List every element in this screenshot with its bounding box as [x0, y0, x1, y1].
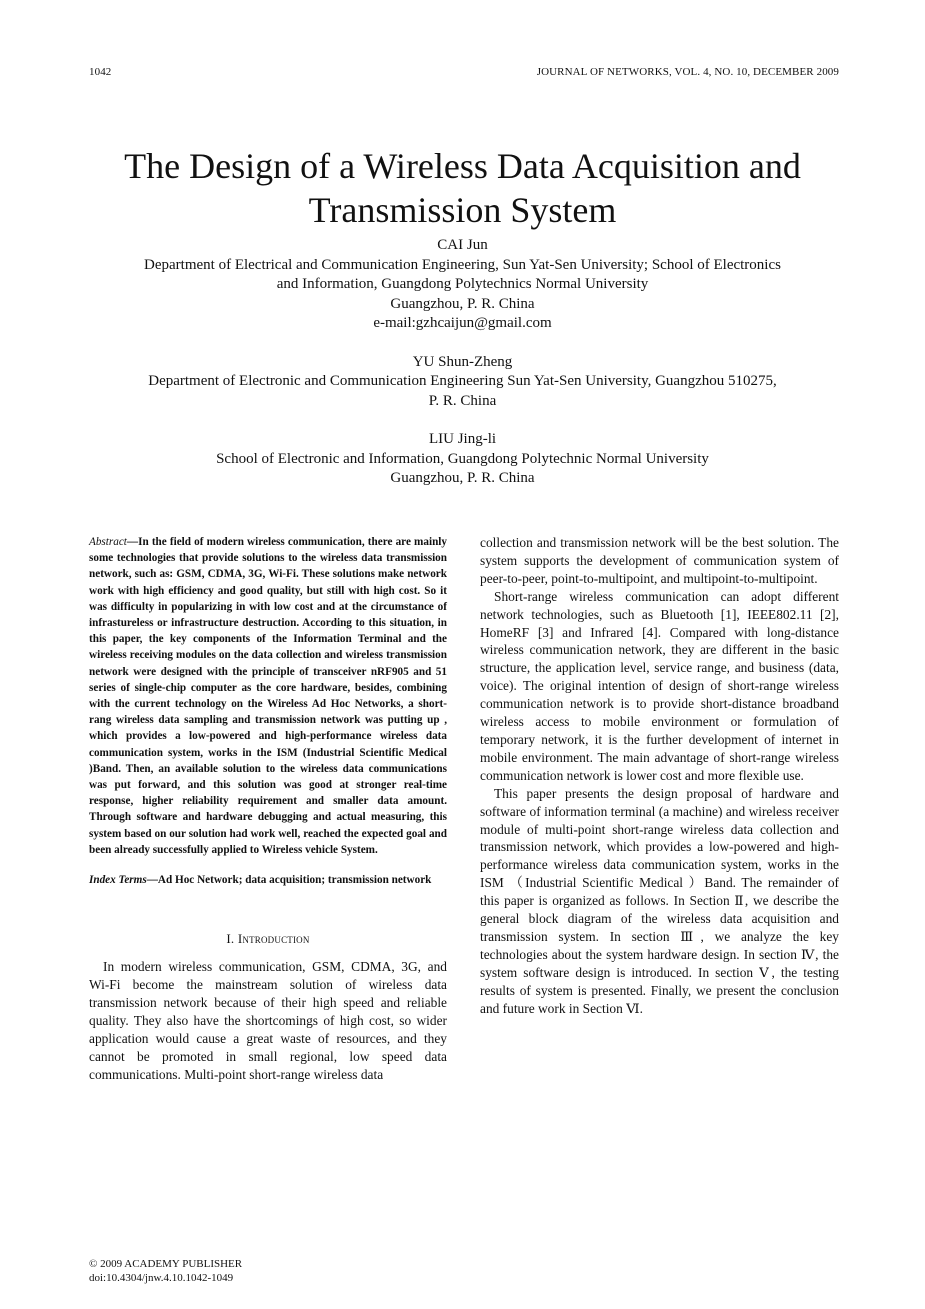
paper-title	[40, 144, 885, 232]
author-affiliation: and Information, Guangdong Polytechnics Normal University	[276, 276, 649, 292]
section-name: Introduction	[237, 931, 310, 947]
body-paragraph: In modern wireless communication, GSM, CDMA, 3G, and Wi-Fi become the mainstream solution of wireless data transmission network because of their high speed and reliable quality. They also have the shortcomings of high cost, so wider application would cause a great waste of resources, and they cannot be promoted in small regional, low speed data communications. Multi-point short-range wireless data	[89, 959, 447, 1082]
title-line-1: The Design of a Wireless Data Acquisition and	[124, 146, 801, 186]
body-paragraph: This paper presents the design proposal of hardware and software of information terminal (a machine) and wireless receiver module of multi-point short-range wireless data collection and transmission network, which provides a low-powered and high-performance wireless data communication system, works in the ISM （Industrial Scientific Medical ）Band. The remainder of this paper is organized as follows. In Section Ⅱ, we describe the general block diagram of the wireless data acquisition and transmission system. In section Ⅲ, we analyze the key technologies about the system hardware design. In section Ⅳ, the system software design is introduced. In section Ⅴ, the testing results of system is presented. Finally, we present the conclusion and future work in Section Ⅵ.	[480, 785, 839, 1016]
page-number: 1042	[89, 66, 112, 78]
author-name: LIU Jing-li	[428, 431, 497, 447]
author-affiliation: Department of Electrical and Communication Engineering, Sun Yat-Sen University; School of Electronics	[144, 256, 781, 273]
page-footer	[89, 1257, 242, 1285]
index-terms-text: —Ad Hoc Network; data acquisition; transmission network	[146, 874, 432, 887]
doi: doi:10.4304/jnw.4.10.1042-1049	[89, 1272, 234, 1284]
author-location: Guangzhou, P. R. China	[390, 295, 535, 312]
running-header	[89, 66, 839, 82]
section-number: I.	[226, 931, 235, 947]
left-column	[89, 534, 447, 1084]
body-paragraph: Short-range wireless communication can adopt different network technologies, such as Bluetooth [1], IEEE802.11 [2], HomeRF [3] and Infrared [4]. Compared with long-distance wireless communication network, they are different in the basic structure, the application level, service range, and business (data, voice). The original intention of design of short-range wireless communication network is to provide short-distance broadband wireless access to mobile environment or formulation of temporary network, it is the further development of internet in mobile environment. The main advantage of short-range wireless communication network is lower cost and more flexible use.	[480, 588, 839, 783]
author-affiliation: Department of Electronic and Communication Engineering Sun Yat-Sen University, Guangzhou 510275,	[148, 373, 777, 389]
author-block-3	[60, 430, 865, 489]
title-line-2: Transmission System	[308, 190, 617, 230]
author-affiliation: School of Electronic and Information, Guangdong Polytechnic Normal University	[216, 450, 709, 467]
author-email: e-mail:gzhcaijun@gmail.com	[373, 315, 552, 331]
abstract	[89, 534, 447, 858]
body-paragraph: collection and transmission network will be the best solution. The system supports the development of communication system of peer-to-peer, point-to-multipoint, and multipoint-to-multipoint.	[480, 535, 839, 586]
author-list	[60, 236, 865, 489]
section-heading	[89, 930, 447, 948]
index-terms-lead: Index Terms	[89, 874, 147, 887]
right-column	[480, 534, 839, 1017]
copyright-notice: © 2009 ACADEMY PUBLISHER	[89, 1258, 243, 1270]
abstract-lead: Abstract	[89, 536, 127, 548]
author-block-2	[60, 353, 865, 412]
author-affiliation: P. R. China	[428, 392, 497, 409]
author-block-1	[60, 236, 865, 334]
author-location: Guangzhou, P. R. China	[390, 470, 535, 486]
index-terms	[89, 872, 447, 888]
abstract-text: —In the field of modern wireless communication, there are mainly some technologies that provide solutions to the wireless data transmission network, such as: GSM, CDMA, 3G, Wi-Fi. These solutions make network work with high efficiency and good quality, but still with high cost. So it was difficulty in popularizing in with low cost and at the circumstance of infrastureless or infrastructure destruction. According to this situation, in this paper, the key components of the Information Terminal and the wireless receiving modules on the data collection and wireless transmission network were designed with the principle of transceiver nRF905 and 51 series of single-chip computer as the core hardware, besides, combining with the current technology on the Wireless Ad Hoc Networks, a short-rang wireless data sampling and transmission network was putting up , which provides a low-powered and high-performance wireless data communication system, works in the ISM (Industrial Scientific Medical )Band. Then, an available solution to the wireless data communications was put forward, and this solution was good at stronger real-time response, higher reliability requirement and smaller data amount. Through software and hardware debugging and actual measuring, this system based on our solution had work well, reached the expected goal and been already successfully applied to Wireless vehicle System.	[89, 536, 447, 856]
author-name: YU Shun-Zheng	[412, 353, 513, 370]
author-name: CAI Jun	[437, 237, 488, 253]
journal-name: JOURNAL OF NETWORKS, VOL. 4, NO. 10, DECEMBER 2009	[536, 66, 839, 78]
